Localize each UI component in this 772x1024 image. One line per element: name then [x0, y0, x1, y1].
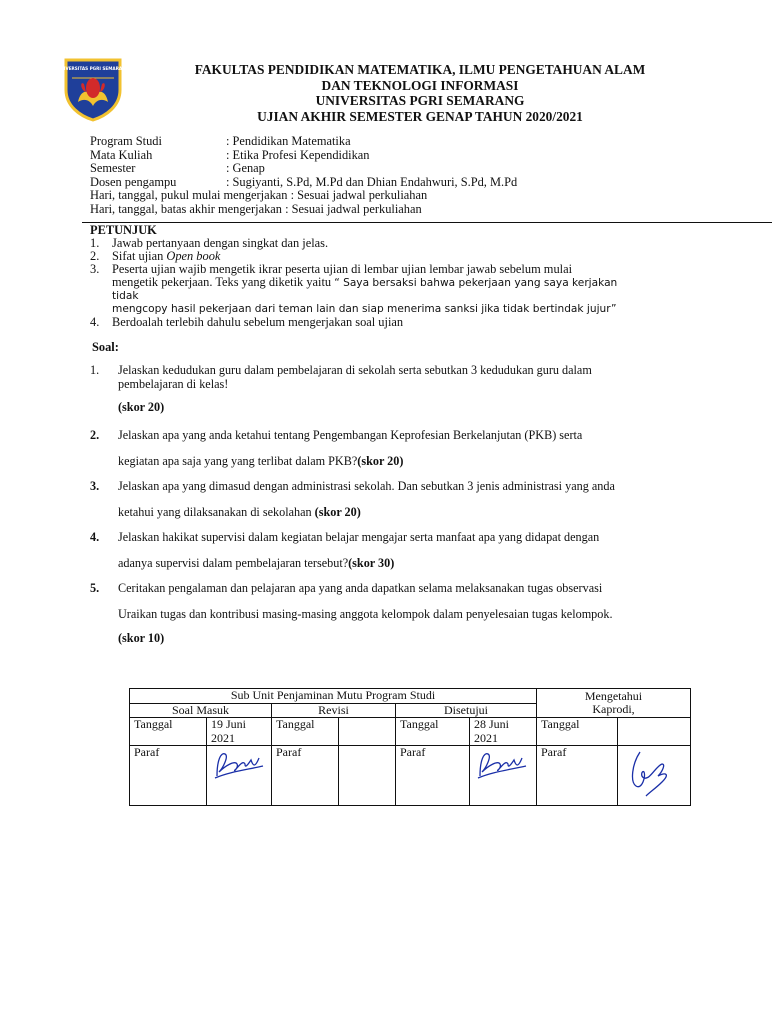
- table-date-cell: [207, 718, 272, 746]
- table-mengetahui-cell: [537, 689, 691, 718]
- question-text-line2: [118, 557, 599, 571]
- info-row-deadline: Hari, tanggal, batas akhir mengerjakan : Sesuai jadwal perkuliahan: [90, 201, 422, 216]
- table-signature-cell: [470, 746, 537, 806]
- question-5: [90, 582, 613, 646]
- info-label: Semester: [90, 161, 136, 176]
- question-number: 1.: [90, 363, 100, 377]
- info-label: Program Studi: [90, 134, 162, 148]
- question-number: 2.: [90, 428, 100, 442]
- instruction-text: mengetik pekerjaan. Teks yang diketik yaitu: [112, 275, 332, 289]
- table-signature-cell: [207, 746, 272, 806]
- info-row: [90, 149, 517, 163]
- info-label: Mata Kuliah: [90, 147, 153, 162]
- instruction-pledge: “ Saya bersaksi bahwa pekerjaan yang saya kerjakan: [334, 277, 618, 289]
- question-score: (skor 30): [348, 555, 395, 570]
- question-score: (skor 20): [314, 504, 361, 519]
- document-header: [120, 62, 720, 124]
- info-label: Dosen pengampu: [90, 174, 177, 189]
- table-kaprodi: Kaprodi,: [592, 702, 635, 716]
- table-sub-unit-header: Sub Unit Penjaminan Mutu Program Studi: [130, 689, 537, 704]
- table-tanggal-label: Tanggal: [130, 718, 207, 746]
- table-paraf-label: Paraf: [130, 746, 207, 806]
- question-1: [90, 364, 592, 415]
- instruction-text: Sifat ujian: [112, 249, 167, 263]
- table-empty-cell: [339, 746, 396, 806]
- table-year: 2021: [474, 730, 498, 745]
- question-text: adanya supervisi dalam pembelajaran tersebut?: [118, 555, 349, 570]
- header-faculty-line2: DAN TEKNOLOGI INFORMASI: [321, 77, 519, 93]
- question-text-line2: [118, 506, 615, 520]
- question-text: pembelajaran di kelas!: [118, 376, 229, 391]
- table-signature-cell: [618, 746, 691, 806]
- table-revisi: Revisi: [272, 703, 396, 718]
- table-year: 2021: [211, 730, 235, 745]
- instruction-text: Jawab pertanyaan dengan singkat dan jelas.: [112, 236, 329, 250]
- instruction-pledge-continuation: tidak: [112, 290, 139, 302]
- question-score: (skor 20): [357, 453, 404, 468]
- table-disetujui: Disetujui: [396, 703, 537, 718]
- header-divider: [82, 222, 772, 223]
- question-text: kegiatan apa saja yang yang terlibat dalam PKB?: [118, 453, 358, 468]
- table-date: 19 Juni: [211, 717, 247, 731]
- info-row-start: Hari, tanggal, pukul mulai mengerjakan : Sesuai jadwal perkuliahan: [90, 188, 428, 203]
- question-text: Uraikan tugas dan kontribusi masing-masing anggota kelompok dalam penyelesaian tugas kelompok.: [118, 606, 613, 621]
- question-number: 5.: [90, 581, 100, 595]
- table-tanggal-label: Tanggal: [537, 718, 618, 746]
- table-mengetahui: Mengetahui: [584, 688, 643, 703]
- info-value: : Pendidikan Matematika: [226, 134, 351, 148]
- instruction-item: [90, 316, 617, 329]
- table-tanggal-label: Tanggal: [272, 718, 339, 746]
- question-score: (skor 20): [118, 400, 165, 414]
- table-paraf-label: Paraf: [537, 746, 618, 806]
- signature-2: [474, 746, 530, 786]
- instruction-number: 4.: [90, 315, 100, 329]
- header-university: UNIVERSITAS PGRI SEMARANG: [315, 93, 525, 108]
- question-4: [90, 531, 599, 570]
- question-number: 3.: [90, 479, 100, 493]
- header-faculty-line1: FAKULTAS PENDIDIKAN MATEMATIKA, ILMU PENGETAHUAN ALAM: [194, 62, 646, 77]
- instruction-emphasis: Open book: [166, 249, 221, 263]
- signature-1: [211, 746, 267, 786]
- course-info: [90, 135, 517, 217]
- table-date: 28 Juni: [474, 717, 510, 731]
- question-text: Jelaskan hakikat supervisi dalam kegiatan belajar mengajar serta manfaat apa yang didapat dengan: [118, 530, 600, 544]
- question-text: Ceritakan pengalaman dan pelajaran apa yang anda dapatkan selama melaksanakan tugas observasi: [118, 581, 603, 595]
- table-paraf-label: Paraf: [396, 746, 470, 806]
- table-tanggal-label: Tanggal: [396, 718, 470, 746]
- logo-text: UNIVERSITAS PGRI SEMARANG: [56, 66, 130, 71]
- instruction-number: 1.: [90, 236, 100, 250]
- table-empty-cell: [618, 718, 691, 746]
- question-2: [90, 429, 582, 468]
- question-text: Jelaskan kedudukan guru dalam pembelajaran di sekolah serta sebutkan 3 kedudukan guru dalam: [118, 363, 592, 377]
- instruction-number: 3.: [90, 262, 100, 276]
- table-paraf-label: Paraf: [272, 746, 339, 806]
- question-number: 4.: [90, 530, 100, 544]
- instruction-pledge-end: mengcopy hasil pekerjaan dari teman lain dan siap menerima sanksi jika tidak bertindak jujur”: [112, 303, 617, 315]
- question-text-line2: [118, 455, 582, 469]
- table-soal-masuk: Soal Masuk: [130, 703, 272, 718]
- question-text: Jelaskan apa yang dimasud dengan administrasi sekolah. Dan sebutkan 3 jenis administrasi yang anda: [118, 479, 615, 493]
- info-row: [90, 176, 517, 190]
- university-logo: [56, 56, 130, 122]
- instructions: [90, 224, 617, 329]
- header-exam-title: UJIAN AKHIR SEMESTER GENAP TAHUN 2020/2021: [257, 108, 583, 124]
- instruction-text: Berdoalah terlebih dahulu sebelum mengerjakan soal ujian: [112, 315, 404, 329]
- instruction-continuation: [90, 276, 617, 290]
- info-value: : Genap: [226, 161, 265, 176]
- approval-table: [129, 688, 691, 806]
- instruction-number: 2.: [90, 249, 100, 263]
- instruction-text: Peserta ujian wajib mengetik ikrar peserta ujian di lembar ujian lembar jawab sebelum mulai: [112, 262, 573, 276]
- table-date-cell: [470, 718, 537, 746]
- questions-title: Soal:: [92, 340, 119, 354]
- info-value: : Etika Profesi Kependidikan: [226, 147, 370, 162]
- signature-kaprodi: [622, 746, 678, 798]
- info-row: [90, 162, 517, 176]
- instructions-title: PETUNJUK: [90, 223, 157, 237]
- question-text: ketahui yang dilaksanakan di sekolahan: [118, 504, 315, 519]
- info-value: : Sugiyanti, S.Pd, M.Pd dan Dhian Endahwuri, S.Pd, M.Pd: [226, 174, 518, 189]
- info-row: [90, 135, 517, 149]
- question-score: (skor 10): [118, 631, 165, 645]
- table-empty-cell: [339, 718, 396, 746]
- question-text: Jelaskan apa yang anda ketahui tentang Pengembangan Keprofesian Berkelanjutan (PKB) serta: [118, 428, 583, 442]
- question-3: [90, 480, 615, 519]
